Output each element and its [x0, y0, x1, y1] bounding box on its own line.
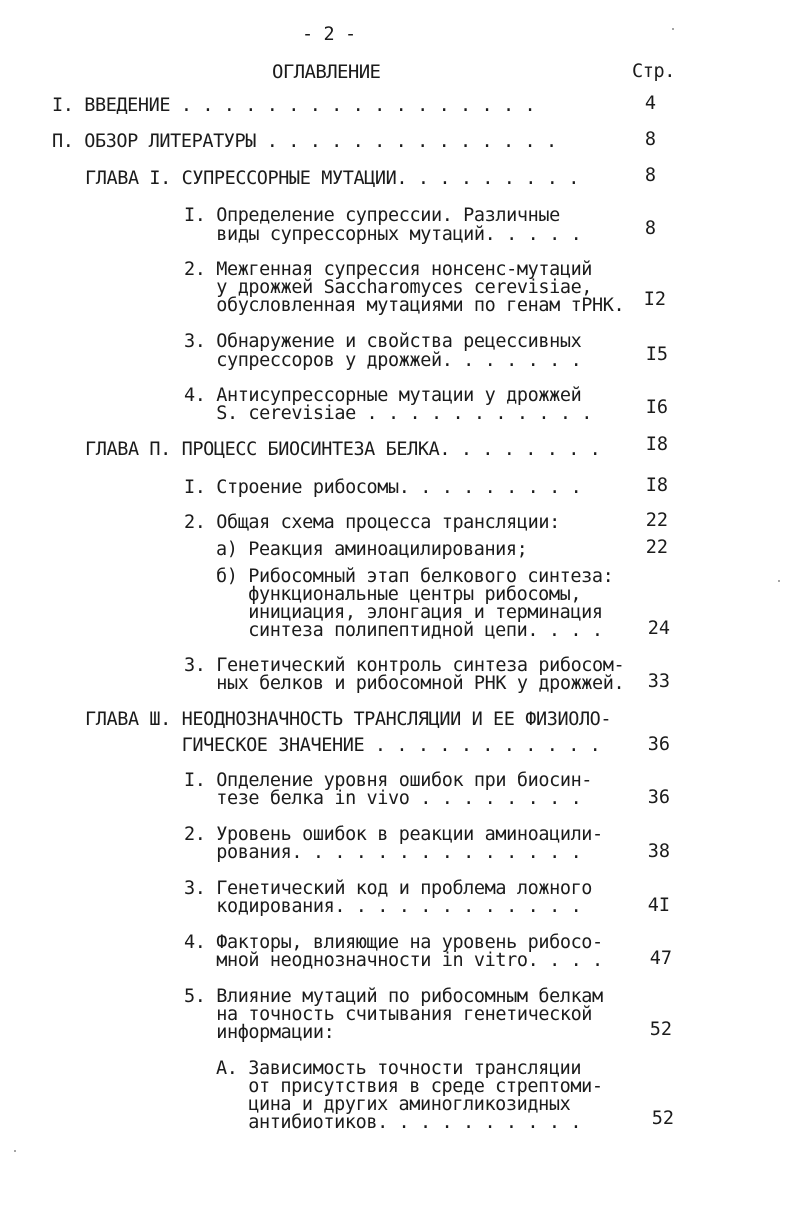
toc-line: инициация, элонгация и терминация — [216, 602, 603, 623]
toc-line: б) Рибосомный этап белкового синтеза: — [216, 566, 614, 587]
toc-page-number: 36 — [647, 787, 670, 808]
toc-line: 4. Антисупрессорные мутации у дрожжей — [184, 385, 582, 406]
toc-line: антибиотиков. . . . . . . . . . — [216, 1112, 582, 1133]
toc-line: 2. Межгенная супрессия нонсенс-мутаций — [184, 259, 593, 280]
toc-chapter-title: ГЛАВА П. ПРОЦЕСС БИОСИНТЕЗА БЕЛКА. . . . . . . . — [85, 439, 601, 460]
toc-line: а) Реакция аминоацилирования; — [216, 539, 528, 560]
toc-page-number: 22 — [645, 537, 668, 558]
toc-page-number: I8 — [645, 434, 668, 455]
toc-line: S. cerevisiae . . . . . . . . . . . — [184, 403, 593, 424]
toc-line: тезе белка in vivo . . . . . . . . — [184, 788, 582, 809]
toc-line: от присутствия в среде стрептоми- — [216, 1076, 603, 1097]
toc-line: обусловленная мутациями по генам тРНК. — [184, 295, 625, 316]
toc-line: 3. Генетический код и проблема ложного — [184, 878, 593, 899]
scan-speck — [778, 580, 780, 582]
toc-page-number: 22 — [645, 510, 668, 531]
toc-line: виды супрессорных мутаций. . . . . — [184, 224, 582, 245]
toc-page-number: 4I — [647, 895, 670, 916]
toc-line: 5. Влияние мутаций по рибосомным белкам — [184, 986, 603, 1007]
page-column-label: Стр. — [632, 61, 675, 82]
toc-entry-text: I. ВВЕДЕНИЕ . . . . . . . . . . . . . . . . . — [52, 95, 536, 116]
toc-page-number: I6 — [645, 397, 668, 418]
toc-page-number: 52 — [649, 1019, 672, 1040]
toc-line: цина и других аминогликозидных — [216, 1094, 571, 1115]
toc-page-number: 8 — [644, 129, 656, 150]
toc-line: 2. Уровень ошибок в реакции аминоацили- — [184, 824, 603, 845]
toc-line: 3. Генетический контроль синтеза рибосом- — [184, 655, 625, 676]
toc-page-number: I2 — [643, 289, 666, 310]
toc-line: I. Определение супрессии. Различные — [184, 205, 560, 226]
toc-line: I. Опделение уровня ошибок при биосин- — [184, 770, 593, 791]
toc-line: информации: — [184, 1022, 335, 1043]
scan-speck — [672, 28, 674, 30]
toc-chapter-title: ГЛАВА I. СУПРЕССОРНЫЕ МУТАЦИИ. . . . . . . . . — [85, 168, 579, 189]
toc-line: синтеза полипептидной цепи. . . . — [216, 620, 603, 641]
toc-line: на точность считывания генетической — [184, 1004, 593, 1025]
toc-line: 2. Общая схема процесса трансляции: — [184, 512, 560, 533]
toc-line: у дрожжей Saccharomyces cerevisiae, — [184, 277, 593, 298]
toc-line: мной неоднозначности in vitro. . . . — [184, 950, 603, 971]
toc-page-number: 4 — [644, 93, 656, 114]
page-number: - 2 - — [302, 24, 356, 45]
toc-line: 4. Факторы, влияющие на уровень рибосо- — [184, 932, 603, 953]
toc-page-number: 8 — [644, 218, 656, 239]
toc-line: супрессоров у дрожжей. . . . . . . — [184, 350, 582, 371]
toc-page-number: 8 — [644, 165, 656, 186]
toc-page-number: 52 — [651, 1108, 674, 1129]
toc-line: I. Строение рибосомы. . . . . . . . . — [184, 477, 582, 498]
toc-page-number: 36 — [647, 734, 670, 755]
toc-page-number: 47 — [649, 948, 672, 969]
toc-chapter-title: ГИЧЕСКОЕ ЗНАЧЕНИЕ . . . . . . . . . . . — [85, 735, 601, 756]
toc-line: кодирования. . . . . . . . . . . . — [184, 896, 582, 917]
toc-page-number: 33 — [647, 671, 670, 692]
toc-page-number: 38 — [647, 841, 670, 862]
toc-line: А. Зависимость точности трансляции — [216, 1058, 582, 1079]
toc-page-number: 24 — [647, 618, 670, 639]
toc-entry-text: П. ОБЗОР ЛИТЕРАТУРЫ . . . . . . . . . . . . . . — [52, 131, 557, 152]
toc-line: ных белков и рибосомной РНК у дрожжей. — [184, 673, 625, 694]
toc-line: функциональные центры рибосомы, — [216, 584, 582, 605]
toc-line: 3. Обнаружение и свойства рецессивных — [184, 331, 582, 352]
toc-chapter-title: ГЛАВА Ш. НЕОДНОЗНАЧНОСТЬ ТРАНСЛЯЦИИ И ЕЕ ФИЗИОЛО- — [85, 709, 612, 730]
toc-page-number: I5 — [645, 344, 668, 365]
toc-line: рования. . . . . . . . . . . . . . — [184, 842, 582, 863]
scan-speck — [14, 1150, 16, 1152]
toc-page-number: I8 — [645, 475, 668, 496]
page-title: ОГЛАВЛЕНИЕ — [272, 61, 381, 83]
